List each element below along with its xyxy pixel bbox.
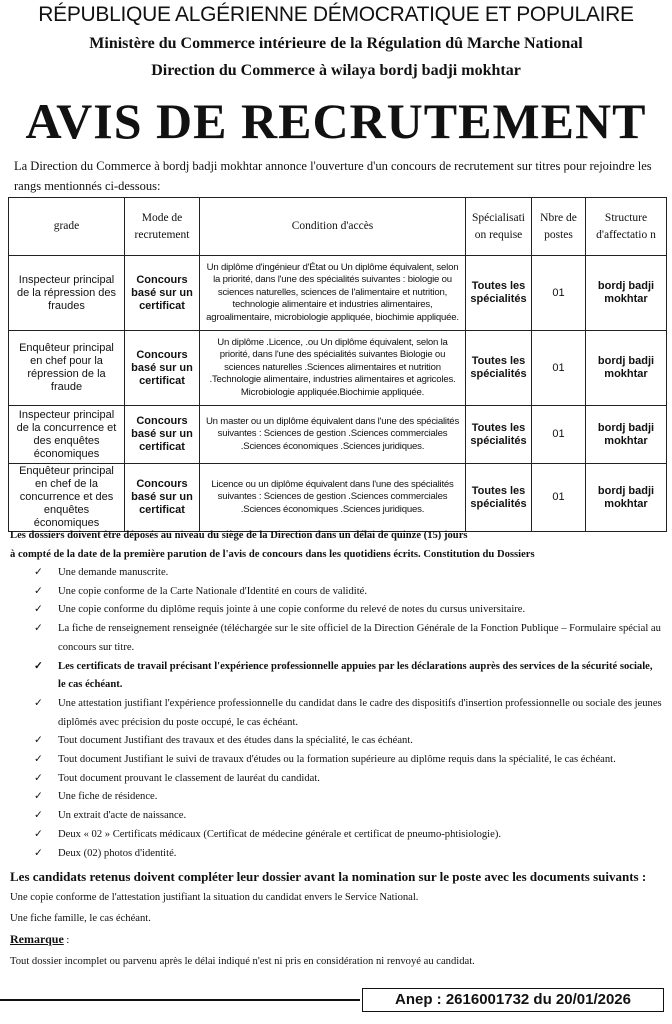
col-header-structure: Structure d'affectatio n xyxy=(586,198,667,256)
cell-mode: Concours basé sur un certificat xyxy=(125,331,200,406)
document-text: Une copie conforme de la Carte Nationale d'Identité en cours de validité. xyxy=(58,585,368,597)
document-item xyxy=(34,826,662,845)
document-text: Un extrait d'acte de naissance. xyxy=(58,810,187,822)
cell-mode: Concours basé sur un certificat xyxy=(125,464,200,532)
cell-postes: 01 xyxy=(532,256,586,331)
cell-postes: 01 xyxy=(532,406,586,464)
document-text: Une fiche de résidence. xyxy=(58,791,158,803)
document-text: Tout document prouvant le classement de lauréat du candidat. xyxy=(58,772,320,784)
check-icon: ✓ xyxy=(34,623,43,635)
document-item xyxy=(34,770,662,789)
document-text: Deux « 02 » Certificats médicaux (Certificat de médecine générale et certificat de pneumo-phtisiologie). xyxy=(58,828,501,840)
constitution-heading: Constitution du Dossiers xyxy=(423,549,535,560)
cell-condition: Licence ou un diplôme équivalent dans l'une des spécialités suivantes : Sciences de gestion .Sciences commerciales .Sciences économiques .Sciences juridiques. xyxy=(200,464,466,532)
check-icon: ✓ xyxy=(34,697,43,709)
cell-structure: bordj badji mokhtar xyxy=(586,256,667,331)
deposit-line-1: Les dossiers doivent être déposés au niveau du siège de la Direction dans un délai de quinze (15) jours xyxy=(10,530,468,541)
ministry-heading: Ministère du Commerce intérieure de la Régulation dû Marche National xyxy=(89,35,583,52)
cell-mode: Concours basé sur un certificat xyxy=(125,256,200,331)
positions-table xyxy=(8,197,667,532)
check-icon: ✓ xyxy=(34,604,43,616)
table-row xyxy=(9,256,667,331)
document-text: Les certificats de travail précisant l'expérience professionnelle appuies par les déclarations auprès des services de la sécurité sociale, le cas échéant. xyxy=(58,660,653,691)
document-item xyxy=(34,620,662,657)
check-icon: ✓ xyxy=(34,567,43,578)
cell-grade: Enquêteur principal en chef de la concurrence et des enquêtes économiques xyxy=(9,464,125,532)
document-item xyxy=(34,695,662,732)
col-header-mode: Mode de recrutement xyxy=(125,198,200,256)
retained-item: Une fiche famille, le cas échéant. xyxy=(10,913,151,925)
document-item xyxy=(34,601,662,620)
cell-specialisation: Toutes les spécialités xyxy=(466,331,532,406)
page-title: AVIS DE RECRUTEMENT xyxy=(25,93,647,149)
document-item xyxy=(34,807,662,826)
document-item xyxy=(34,658,662,695)
document-text: Une demande manuscrite. xyxy=(58,567,169,578)
check-icon: ✓ xyxy=(34,791,43,803)
cell-postes: 01 xyxy=(532,464,586,532)
cell-postes: 01 xyxy=(532,331,586,406)
intro-paragraph: La Direction du Commerce à bordj badji mokhtar annonce l'ouverture d'un concours de recrutement sur titres pour rejoindre les rangs mentionnés ci-dessous: xyxy=(14,159,652,193)
cell-structure: bordj badji mokhtar xyxy=(586,406,667,464)
check-icon: ✓ xyxy=(34,754,43,766)
direction-heading: Direction du Commerce à wilaya bordj badji mokhtar xyxy=(151,62,521,79)
deposit-line-2-text: à compté de la date de la première parution de l'avis de concours dans les quotidiens écrits. xyxy=(10,549,421,560)
cell-condition: Un diplôme .Licence, .ou Un diplôme équivalent, selon la priorité, dans l'une des spécialités suivantes Biologie ou sciences naturelles .Sciences alimentaires et nutrition .Technologie alimentaire, industries alimentaires et agricoles. Microbiologie appliquée.Biochimie appliquée. xyxy=(200,331,466,406)
document-item xyxy=(34,751,662,770)
remark-sep: : xyxy=(63,935,70,947)
document-text: Tout document Justifiant des travaux et des études dans la spécialité, le cas échéant. xyxy=(58,735,413,747)
document-item xyxy=(34,788,662,807)
deposit-line-2 xyxy=(10,545,662,564)
check-icon: ✓ xyxy=(34,585,43,597)
cell-structure: bordj badji mokhtar xyxy=(586,464,667,532)
table-row xyxy=(9,464,667,532)
retained-heading: Les candidats retenus doivent compléter leur dossier avant la nomination sur le poste avec les documents suivants : xyxy=(10,869,647,885)
cell-grade: Enquêteur principal en chef pour la répression de la fraude xyxy=(9,331,125,406)
republic-heading: RÉPUBLIQUE ALGÉRIENNE DÉMOCRATIQUE ET POPULAIRE xyxy=(38,3,634,26)
anep-reference: Anep : 2616001732 du 20/01/2026 xyxy=(362,988,664,1012)
document-text: Tout document Justifiant le suivi de travaux d'études ou la formation supérieure au diplôme requis dans la spécialité, le cas échéant. xyxy=(58,754,616,766)
document-item xyxy=(34,845,662,864)
check-icon: ✓ xyxy=(34,660,43,672)
document-text: Une copie conforme du diplôme requis jointe à une copie conforme du relevé de notes du cursus universitaire. xyxy=(58,604,526,616)
cell-grade: Inspecteur principal de la concurrence et des enquêtes économiques xyxy=(9,406,125,464)
cell-condition: Un diplôme d'ingénieur d'État ou Un diplôme équivalent, selon la priorité, dans l'une des spécialités suivantes : biologie ou sciences naturelles, sciences de l'alimentaire et nutrition, technologie alimentaire et industries alimentaires, agroalimentaire, microbiologie appliquée, biochimie appliquée. xyxy=(200,256,466,331)
cell-specialisation: Toutes les spécialités xyxy=(466,464,532,532)
cell-condition: Un master ou un diplôme équivalent dans l'une des spécialités suivantes : Sciences de gestion .Sciences commerciales .Sciences économiques .Sciences juridiques. xyxy=(200,406,466,464)
col-header-grade: grade xyxy=(9,198,125,256)
check-icon: ✓ xyxy=(34,772,43,784)
table-row xyxy=(9,331,667,406)
retained-item: Une copie conforme de l'attestation justifiant la situation du candidat envers le Service National. xyxy=(10,892,419,904)
cell-structure: bordj badji mokhtar xyxy=(586,331,667,406)
cell-mode: Concours basé sur un certificat xyxy=(125,406,200,464)
documents-list xyxy=(34,564,662,863)
footer xyxy=(0,988,672,1012)
col-header-specialisation: Spécialisati on requise xyxy=(466,198,532,256)
table-header-row xyxy=(9,198,667,256)
document-text: Deux (02) photos d'identité. xyxy=(58,847,177,859)
table-row xyxy=(9,406,667,464)
document-item xyxy=(34,583,662,602)
check-icon: ✓ xyxy=(34,847,43,859)
dossier-section xyxy=(10,526,662,973)
document-item xyxy=(34,732,662,751)
document-text: Une attestation justifiant l'expérience professionnelle du candidat dans le cadre des dispositifs d'insertion professionnelle ou sociale des jeunes diplômés avec précision du poste occupé, le cas échéant. xyxy=(58,697,662,728)
cell-specialisation: Toutes les spécialités xyxy=(466,256,532,331)
cell-grade: Inspecteur principal de la répression des fraudes xyxy=(9,256,125,331)
document-text: La fiche de renseignement renseignée (téléchargée sur le site officiel de la Direction Générale de la Fonction Publique – Formulaire spécial au concours sur titre. xyxy=(58,623,661,653)
check-icon: ✓ xyxy=(34,735,43,747)
remark-text: Tout dossier incomplet ou parvenu après le délai indiqué n'est ni pris en considération ni renvoyé au candidat. xyxy=(10,956,475,968)
col-header-postes: Nbre de postes xyxy=(532,198,586,256)
footer-rule xyxy=(0,999,360,1001)
check-icon: ✓ xyxy=(34,828,43,840)
document-item xyxy=(34,564,662,583)
remark-label: Remarque xyxy=(10,932,64,947)
cell-specialisation: Toutes les spécialités xyxy=(466,406,532,464)
col-header-condition: Condition d'accès xyxy=(200,198,466,256)
remark xyxy=(10,929,662,951)
check-icon: ✓ xyxy=(34,810,43,822)
